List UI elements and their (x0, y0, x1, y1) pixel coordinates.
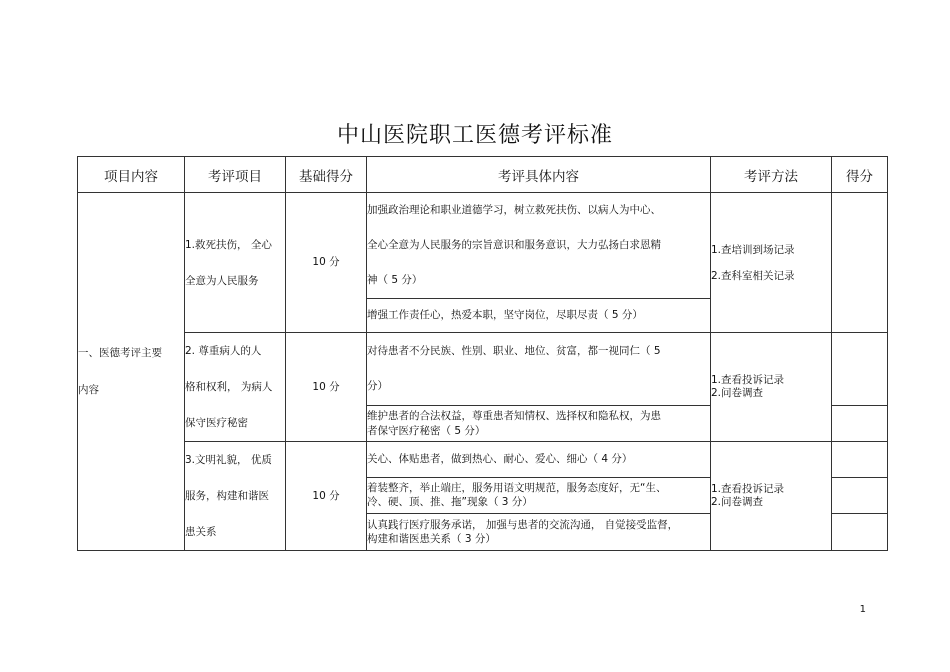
content-line: 冷、硬、顶、推、拖”现象（ 3 分） (367, 496, 533, 509)
content-cell (367, 406, 711, 442)
content-line: 分） (367, 380, 388, 392)
header-cell: 基础得分 (286, 157, 367, 193)
table-row (78, 333, 888, 406)
score-input-cell[interactable] (832, 442, 888, 478)
score-input-cell[interactable] (832, 333, 888, 406)
category-line: 内容 (78, 383, 99, 396)
header-cell: 项目内容 (78, 157, 185, 193)
method-line: 2.查科室相关记录 (711, 269, 795, 282)
content-line: 全心全意为人民服务的宗旨意识和服务意识，大力弘扬白求恩精 (367, 239, 661, 251)
item-line: 格和权利， 为病人 (185, 381, 273, 393)
item-cell (185, 333, 286, 442)
score-cell: 10 分 (286, 193, 367, 333)
content-cell (367, 514, 711, 551)
method-line: 1.查培训到场记录 (711, 243, 795, 256)
item-line: 3.文明礼貌， 优质 (185, 454, 272, 466)
score-input-cell[interactable] (832, 477, 888, 514)
method-line: 1.查看投诉记录 (711, 374, 785, 386)
content-cell (367, 333, 711, 406)
score-input-cell[interactable] (832, 406, 888, 442)
header-cell: 得分 (832, 157, 888, 193)
content-line: 维护患者的合法权益，尊重患者知情权、选择权和隐私权，为患 (367, 410, 661, 423)
score-input-cell[interactable] (832, 514, 888, 551)
item-cell (185, 193, 286, 333)
method-line: 2.问卷调查 (711, 496, 764, 508)
method-cell (711, 193, 832, 333)
content-line: 者保守医疗秘密（ 5 分） (367, 424, 486, 437)
content-cell: 关心、体贴患者，做到热心、耐心、爱心、细心（ 4 分） (367, 442, 711, 478)
content-cell (367, 193, 711, 299)
score-cell: 10 分 (286, 442, 367, 551)
evaluation-table (77, 156, 888, 551)
page-title: 中山医院职工医德考评标准 (336, 123, 613, 148)
table-row (78, 193, 888, 299)
item-line: 保守医疗秘密 (185, 417, 248, 429)
content-line: 加强政治理论和职业道德学习，树立救死扶伤、以病人为中心、 (367, 204, 661, 216)
category-cell (78, 193, 185, 551)
table-header-row (78, 157, 888, 193)
score-input-cell[interactable] (832, 193, 888, 333)
content-line: 神（ 5 分） (367, 274, 423, 286)
item-line: 1.救死扶伤， 全心 (185, 238, 272, 251)
method-line: 1.查看投诉记录 (711, 483, 785, 495)
page-number: 1 (859, 604, 866, 615)
content-line: 构建和谐医患关系（ 3 分） (367, 533, 496, 546)
header-cell: 考评方法 (711, 157, 832, 193)
method-line: 2.问卷调查 (711, 387, 764, 399)
method-cell (711, 333, 832, 442)
score-cell: 10 分 (286, 333, 367, 442)
item-cell (185, 442, 286, 551)
header-cell: 考评具体内容 (367, 157, 711, 193)
table-row (78, 442, 888, 478)
category-line: 一、医德考评主要 (78, 347, 162, 360)
content-cell: 增强工作责任心，热爱本职，坚守岗位，尽职尽责（ 5 分） (367, 299, 711, 333)
content-line: 着装整齐，举止端庄，服务用语文明规范，服务态度好，无“生、 (367, 482, 667, 495)
item-line: 2. 尊重病人的人 (185, 345, 262, 357)
method-cell (711, 442, 832, 551)
header-cell: 考评项目 (185, 157, 286, 193)
item-line: 患关系 (185, 526, 217, 538)
content-line: 认真践行医疗服务承诺， 加强与患者的交流沟通， 自觉接受监督， (367, 518, 679, 531)
content-cell (367, 477, 711, 514)
item-line: 全意为人民服务 (185, 274, 259, 287)
content-line: 对待患者不分民族、性别、职业、地位、贫富，都一视同仁（ 5 (367, 345, 661, 357)
item-line: 服务，构建和谐医 (185, 490, 269, 502)
